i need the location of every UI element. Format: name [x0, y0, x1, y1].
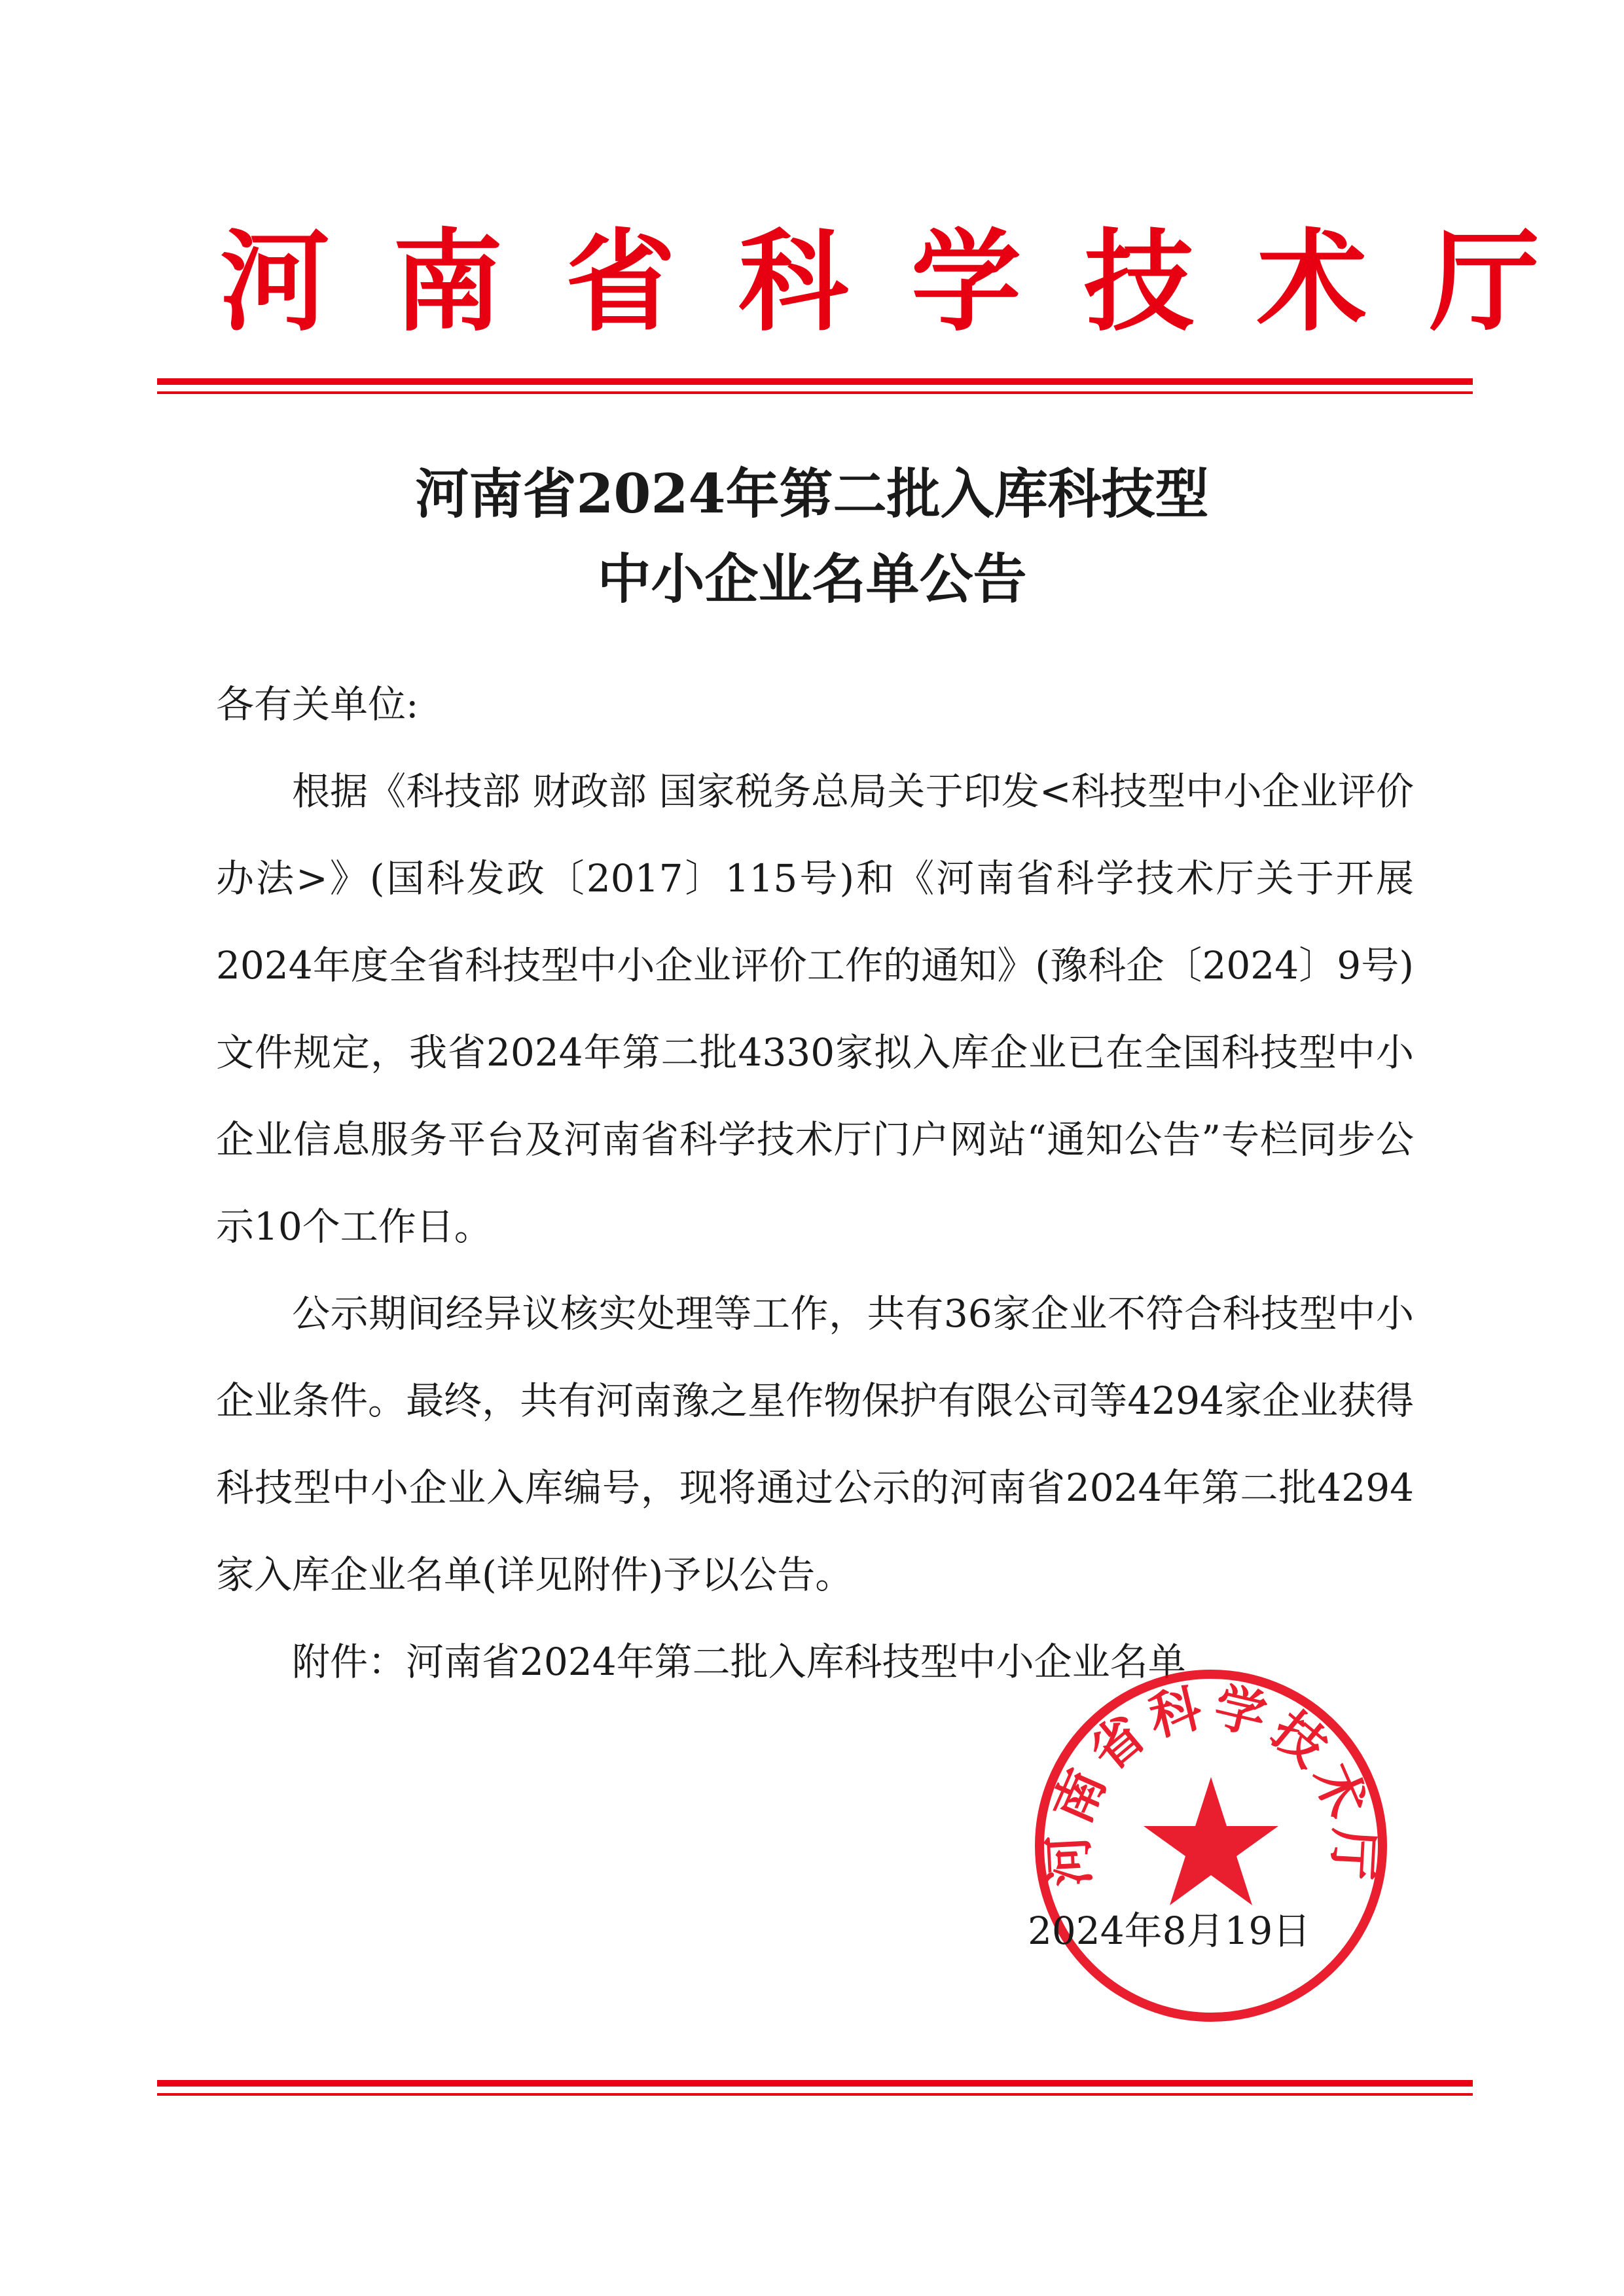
- issue-date: 2024年8月19日: [1028, 1909, 1311, 1953]
- svg-text:河南省科学技术厅: 河南省科学技术厅: [1038, 1676, 1384, 1888]
- attachment-note: 附件：河南省2024年第二批入库科技型中小企业名单: [292, 1640, 1186, 1684]
- body-paragraph-1: 根据《科技部 财政部 国家税务总局关于印发<科技型中小企业评价办法>》(国科发政〔2017〕115号)和《河南省科学技术厅关于开展2024年度全省科技型中小企业评价工作的通知》(豫科企〔2024〕9号)文件规定，我省2024年第二批4330家拟入库企业已在全国科技型中小企业信息服务平台及河南省科学技术厅门户网站“通知公告”专栏同步公示10个工作日。: [216, 769, 1414, 1249]
- document-title-line2: 中小企业名单公告: [597, 548, 1027, 611]
- letterhead-org-name: 河南省科学技术厅: [220, 217, 1602, 346]
- document-title-line1: 河南省2024年第二批入库科技型: [415, 463, 1209, 526]
- seal-star-icon: [1144, 1777, 1278, 1905]
- header-rule-thin: [157, 391, 1473, 394]
- document-body: [216, 661, 1414, 1706]
- footer-rule-thick: [157, 2080, 1473, 2087]
- official-seal: [1028, 1662, 1394, 2029]
- footer-rule-thin: [157, 2093, 1473, 2096]
- header-rule-thick: [157, 378, 1473, 385]
- salutation: 各有关单位:: [216, 682, 419, 726]
- body-paragraph-2: 公示期间经异议核实处理等工作，共有36家企业不符合科技型中小企业条件。最终，共有河南豫之星作物保护有限公司等4294家企业获得科技型中小企业入库编号，现将通过公示的河南省2024年第二批4294家入库企业名单(详见附件)予以公告。: [216, 1291, 1414, 1597]
